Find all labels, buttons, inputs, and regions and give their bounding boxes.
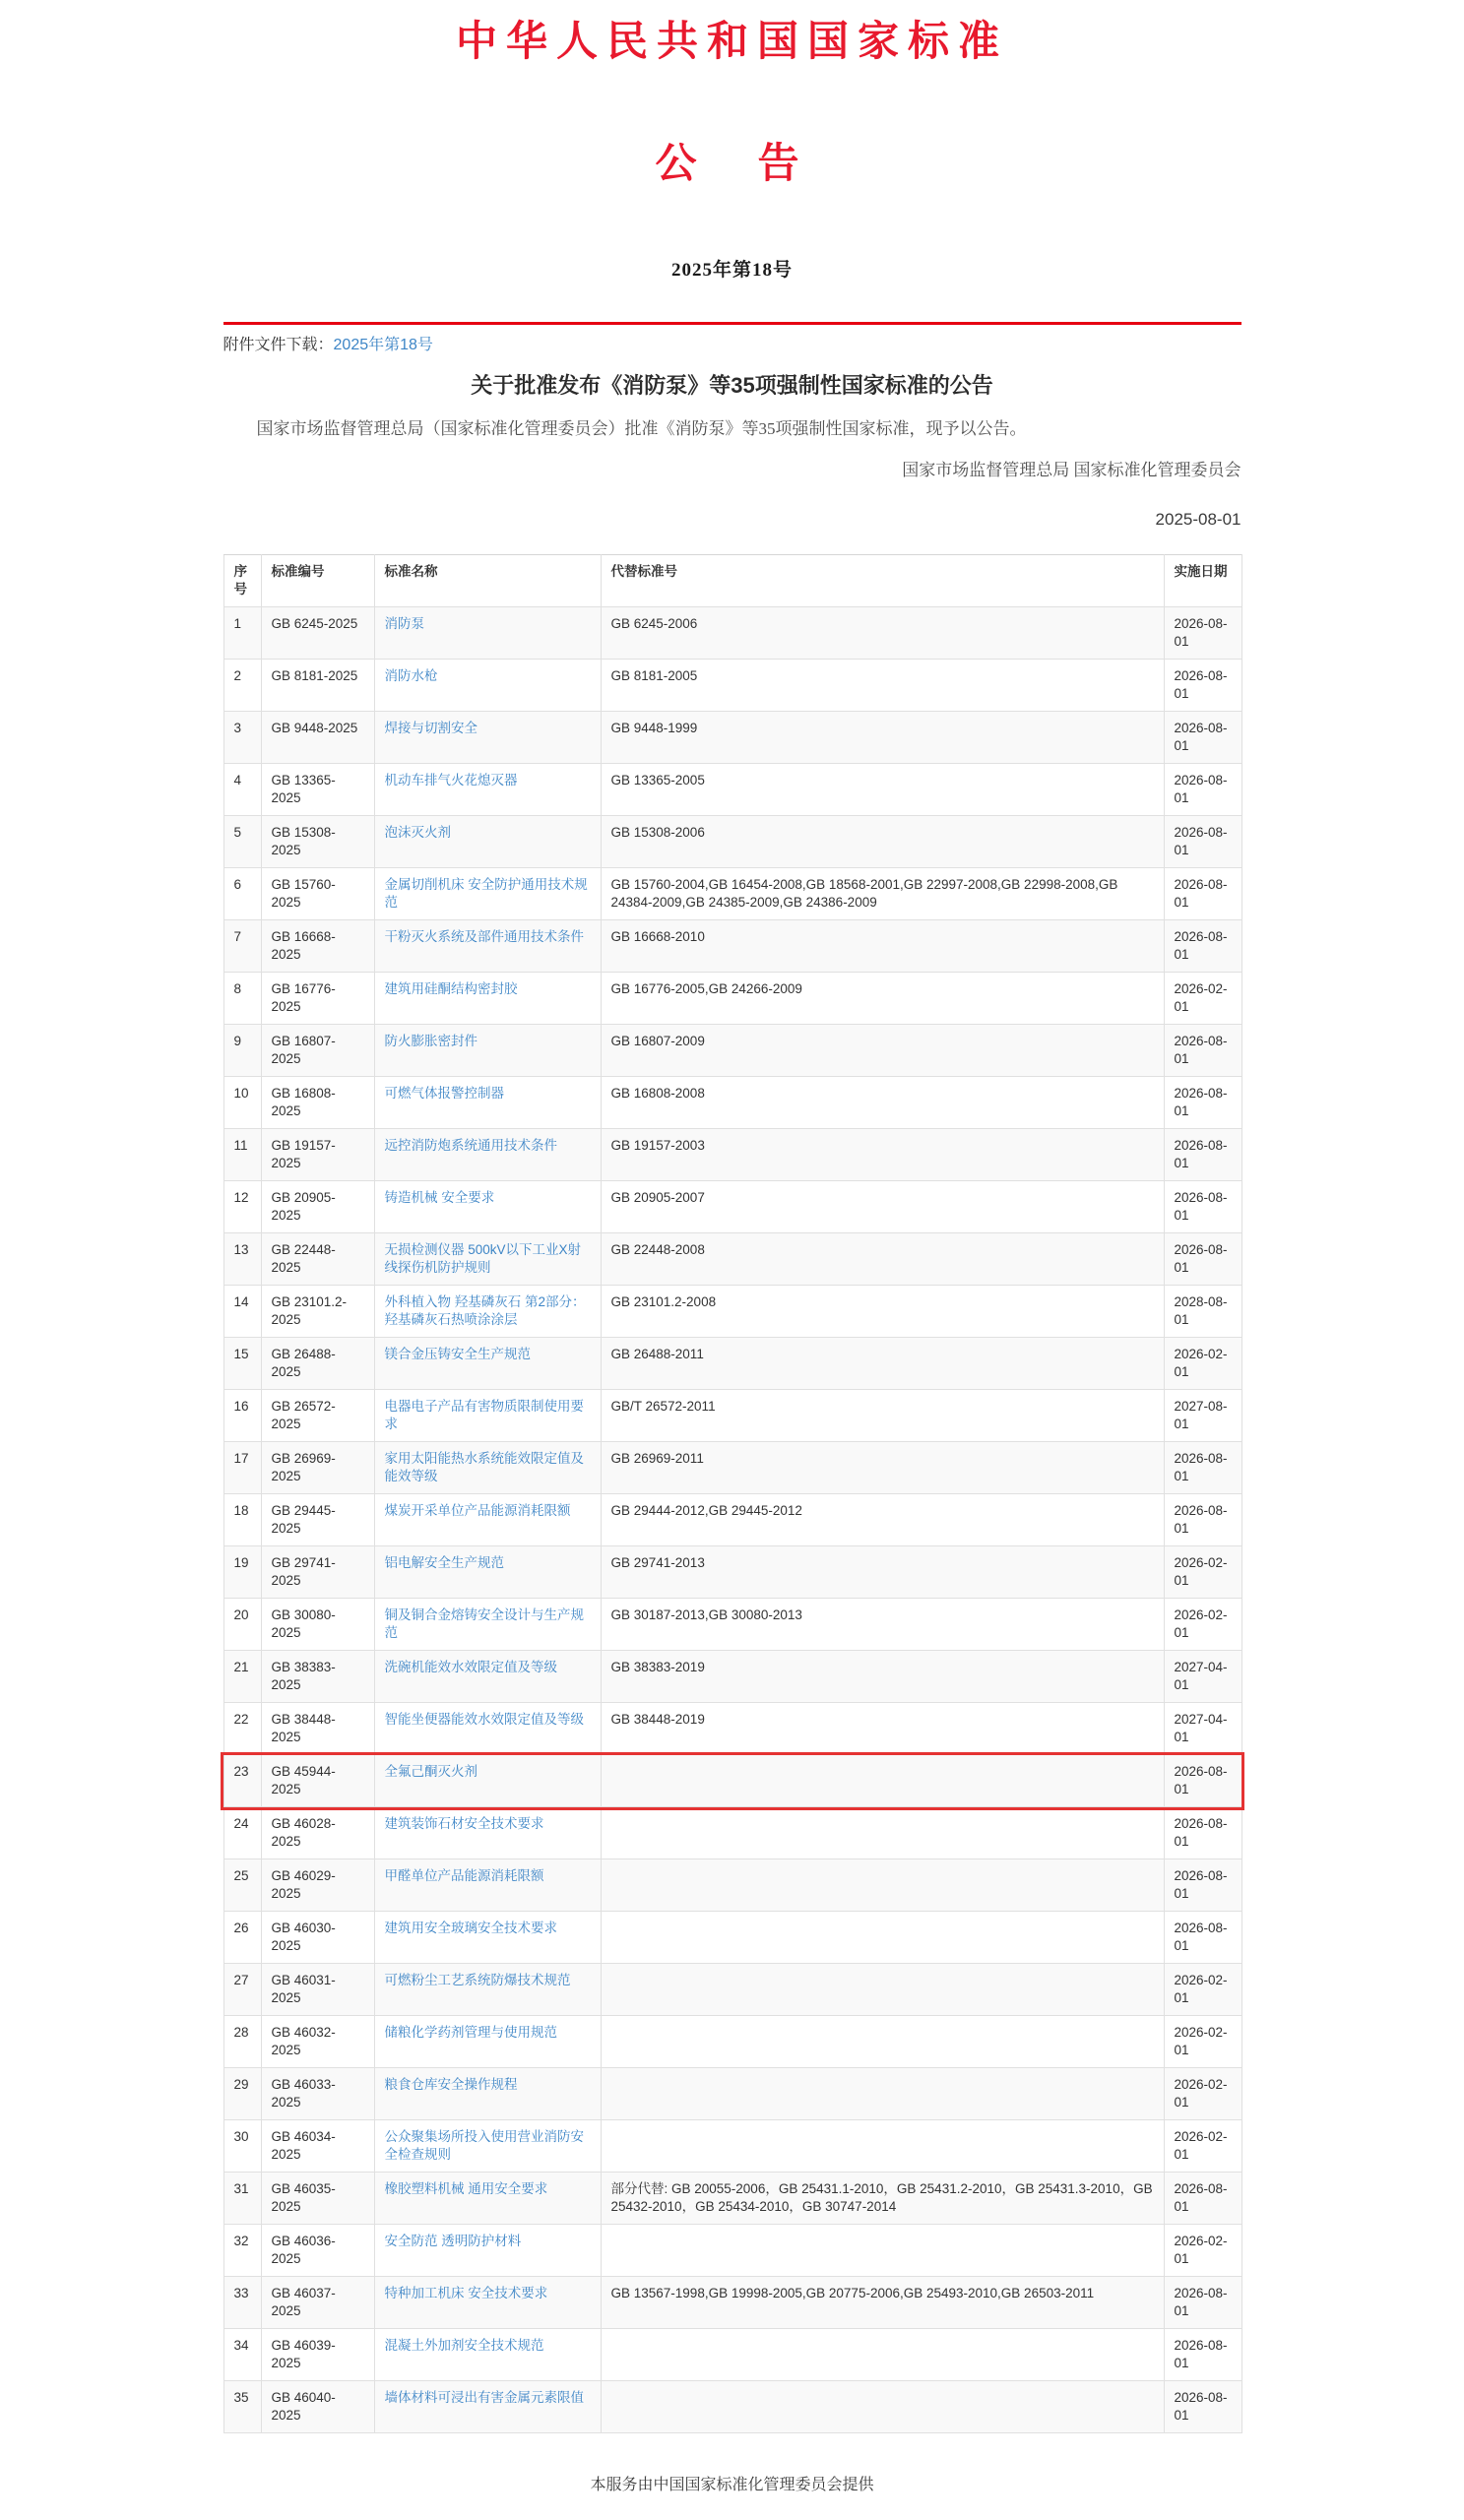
standard-name-link[interactable]: 安全防范 透明防护材料	[384, 2234, 522, 2248]
implementation-date-cell: 2026-08-01	[1164, 2329, 1241, 2381]
row-index-cell: 10	[223, 1077, 261, 1129]
standard-code-cell: GB 46032-2025	[261, 2016, 374, 2068]
standard-code-cell: GB 15760-2025	[261, 868, 374, 920]
table-row	[223, 1286, 1241, 1338]
row-index-cell: 22	[223, 1703, 261, 1755]
row-index-cell: 30	[223, 2120, 261, 2173]
standard-name-link[interactable]: 洗碗机能效水效限定值及等级	[384, 1660, 557, 1674]
standard-code-cell: GB 26572-2025	[261, 1390, 374, 1442]
standard-name-link[interactable]: 铸造机械 安全要求	[384, 1190, 495, 1205]
standard-code-cell: GB 46039-2025	[261, 2329, 374, 2381]
table-row	[223, 1546, 1241, 1599]
implementation-date-cell: 2026-02-01	[1164, 973, 1241, 1025]
header-replaced-standards: 代替标准号	[601, 555, 1164, 607]
replaced-standards-cell	[601, 2381, 1164, 2433]
standard-code-cell: GB 16668-2025	[261, 920, 374, 973]
standard-name-link[interactable]: 公众聚集场所投入使用营业消防安全检查规则	[384, 2129, 584, 2162]
standard-name-cell	[374, 1651, 601, 1703]
table-row	[223, 1338, 1241, 1390]
replaced-standards-cell	[601, 1807, 1164, 1859]
standard-name-link[interactable]: 建筑用硅酮结构密封胶	[384, 981, 518, 996]
standard-name-cell	[374, 2068, 601, 2120]
replaced-standards-cell: GB 29444-2012,GB 29445-2012	[601, 1494, 1164, 1546]
standard-name-cell	[374, 1338, 601, 1390]
footer-note: 本服务由中国国家标准化管理委员会提供	[590, 2477, 874, 2493]
row-index-cell: 29	[223, 2068, 261, 2120]
replaced-standards-cell	[601, 1912, 1164, 1964]
standard-name-link[interactable]: 防火膨胀密封件	[384, 1034, 477, 1048]
standard-name-cell	[374, 1807, 601, 1859]
standard-name-cell	[374, 1442, 601, 1494]
table-row	[223, 1599, 1241, 1651]
replaced-standards-cell: GB 26488-2011	[601, 1338, 1164, 1390]
replaced-standards-cell	[601, 2068, 1164, 2120]
implementation-date-cell: 2026-08-01	[1164, 868, 1241, 920]
row-index-cell: 34	[223, 2329, 261, 2381]
row-index-cell: 27	[223, 1964, 261, 2016]
table-header	[223, 555, 1241, 607]
row-index-cell: 14	[223, 1286, 261, 1338]
standard-name-cell	[374, 607, 601, 660]
standard-name-link[interactable]: 墙体材料可浸出有害金属元素限值	[384, 2390, 584, 2405]
replaced-standards-cell: GB 13365-2005	[601, 764, 1164, 816]
implementation-date-cell: 2026-02-01	[1164, 1546, 1241, 1599]
standard-code-cell: GB 46036-2025	[261, 2225, 374, 2277]
implementation-date-cell: 2026-08-01	[1164, 2277, 1241, 2329]
publish-date: 2025-08-01	[1155, 510, 1241, 529]
replaced-standards-cell: GB 16808-2008	[601, 1077, 1164, 1129]
standard-name-cell	[374, 1286, 601, 1338]
standard-name-link[interactable]: 镁合金压铸安全生产规范	[384, 1347, 531, 1361]
standard-name-cell	[374, 1129, 601, 1181]
replaced-standards-cell: GB 16668-2010	[601, 920, 1164, 973]
standard-name-cell	[374, 868, 601, 920]
replaced-standards-cell: GB/T 26572-2011	[601, 1390, 1164, 1442]
standard-name-link[interactable]: 远控消防炮系统通用技术条件	[384, 1138, 557, 1153]
row-index-cell: 16	[223, 1390, 261, 1442]
implementation-date-cell: 2026-08-01	[1164, 607, 1241, 660]
standard-name-cell	[374, 1703, 601, 1755]
standard-code-cell: GB 29741-2025	[261, 1546, 374, 1599]
standard-code-cell: GB 16776-2025	[261, 973, 374, 1025]
standard-code-cell: GB 38383-2025	[261, 1651, 374, 1703]
implementation-date-cell: 2026-08-01	[1164, 816, 1241, 868]
standard-name-link[interactable]: 建筑装饰石材安全技术要求	[384, 1816, 544, 1831]
implementation-date-cell: 2026-08-01	[1164, 660, 1241, 712]
implementation-date-cell: 2027-04-01	[1164, 1651, 1241, 1703]
standard-name-link[interactable]: 消防泵	[384, 616, 424, 631]
standard-name-cell	[374, 1390, 601, 1442]
implementation-date-cell: 2026-08-01	[1164, 1442, 1241, 1494]
standard-name-cell	[374, 1859, 601, 1912]
implementation-date-cell: 2026-08-01	[1164, 1129, 1241, 1181]
implementation-date-cell: 2026-02-01	[1164, 1599, 1241, 1651]
table-row	[223, 712, 1241, 764]
row-index-cell: 17	[223, 1442, 261, 1494]
implementation-date-cell: 2026-08-01	[1164, 1755, 1241, 1807]
replaced-standards-cell: GB 15308-2006	[601, 816, 1164, 868]
standard-code-cell: GB 15308-2025	[261, 816, 374, 868]
standard-name-link[interactable]: 特种加工机床 安全技术要求	[384, 2286, 548, 2300]
row-index-cell: 5	[223, 816, 261, 868]
replaced-standards-cell: GB 15760-2004,GB 16454-2008,GB 18568-2001,GB 22997-2008,GB 22998-2008,GB 24384-2009,GB 24385-2009,GB 24386-2009	[601, 868, 1164, 920]
replaced-standards-cell: GB 6245-2006	[601, 607, 1164, 660]
row-index-cell: 7	[223, 920, 261, 973]
replaced-standards-cell: GB 19157-2003	[601, 1129, 1164, 1181]
standard-name-cell	[374, 1233, 601, 1286]
standard-code-cell: GB 23101.2-2025	[261, 1286, 374, 1338]
standard-code-cell: GB 20905-2025	[261, 1181, 374, 1233]
replaced-standards-cell: GB 13567-1998,GB 19998-2005,GB 20775-2006,GB 25493-2010,GB 26503-2011	[601, 2277, 1164, 2329]
implementation-date-cell: 2026-02-01	[1164, 2016, 1241, 2068]
replaced-standards-cell: GB 22448-2008	[601, 1233, 1164, 1286]
table-row	[223, 973, 1241, 1025]
implementation-date-cell: 2026-02-01	[1164, 1338, 1241, 1390]
replaced-standards-cell	[601, 1859, 1164, 1912]
standard-name-link[interactable]: 干粉灭火系统及部件通用技术条件	[384, 929, 584, 944]
standard-code-cell: GB 26969-2025	[261, 1442, 374, 1494]
standards-table	[223, 554, 1242, 2433]
implementation-date-cell: 2026-08-01	[1164, 920, 1241, 973]
implementation-date-cell: 2027-08-01	[1164, 1390, 1241, 1442]
standard-name-cell	[374, 764, 601, 816]
implementation-date-cell: 2026-08-01	[1164, 712, 1241, 764]
replaced-standards-cell: GB 23101.2-2008	[601, 1286, 1164, 1338]
header-standard-code: 标准编号	[261, 555, 374, 607]
standard-name-cell	[374, 2225, 601, 2277]
table-row	[223, 2173, 1241, 2225]
standard-name-link[interactable]: 家用太阳能热水系统能效限定值及能效等级	[384, 1451, 584, 1483]
replaced-standards-cell	[601, 2225, 1164, 2277]
implementation-date-cell: 2026-02-01	[1164, 2120, 1241, 2173]
row-index-cell: 3	[223, 712, 261, 764]
standard-name-cell	[374, 712, 601, 764]
page-content	[223, 18, 1241, 2496]
standard-code-cell: GB 46034-2025	[261, 2120, 374, 2173]
standard-name-link[interactable]: 混凝土外加剂安全技术规范	[384, 2338, 544, 2353]
row-index-cell: 20	[223, 1599, 261, 1651]
standard-name-cell	[374, 2016, 601, 2068]
table-row	[223, 1025, 1241, 1077]
standard-code-cell: GB 6245-2025	[261, 607, 374, 660]
table-body	[223, 607, 1241, 2433]
implementation-date-cell: 2026-08-01	[1164, 2173, 1241, 2225]
table-row	[223, 1859, 1241, 1912]
row-index-cell: 13	[223, 1233, 261, 1286]
row-index-cell: 1	[223, 607, 261, 660]
standard-code-cell: GB 19157-2025	[261, 1129, 374, 1181]
body-paragraph: 国家市场监督管理总局（国家标准化管理委员会）批准《消防泵》等35项强制性国家标准，现予以公告。	[256, 419, 1027, 438]
implementation-date-cell: 2026-08-01	[1164, 1494, 1241, 1546]
row-index-cell: 23	[223, 1755, 261, 1807]
table-row	[223, 1233, 1241, 1286]
replaced-standards-cell	[601, 1964, 1164, 2016]
implementation-date-cell: 2028-08-01	[1164, 1286, 1241, 1338]
row-index-cell: 11	[223, 1129, 261, 1181]
replaced-standards-cell: GB 8181-2005	[601, 660, 1164, 712]
header-standard-name: 标准名称	[374, 555, 601, 607]
standard-name-link[interactable]: 消防水枪	[384, 668, 438, 683]
standard-name-cell	[374, 1077, 601, 1129]
standard-name-link[interactable]: 外科植入物 羟基磷灰石 第2部分：羟基磷灰石热喷涂涂层	[384, 1294, 586, 1327]
replaced-standards-cell	[601, 2016, 1164, 2068]
table-row	[223, 1755, 1241, 1807]
standard-name-link[interactable]: 全氟己酮灭火剂	[384, 1764, 477, 1779]
standard-name-link[interactable]: 金属切削机床 安全防护通用技术规范	[384, 877, 588, 910]
standard-name-link[interactable]: 储粮化学药剂管理与使用规范	[384, 2025, 557, 2040]
implementation-date-cell: 2026-08-01	[1164, 1912, 1241, 1964]
standard-name-link[interactable]: 可燃气体报警控制器	[384, 1086, 504, 1101]
replaced-standards-cell: 部分代替: GB 20055-2006，GB 25431.1-2010，GB 25431.2-2010，GB 25431.3-2010，GB 25432-2010，GB 25434-2010，GB 30747-2014	[601, 2173, 1164, 2225]
table-row	[223, 2068, 1241, 2120]
standard-name-link[interactable]: 煤炭开采单位产品能源消耗限额	[384, 1503, 571, 1518]
implementation-date-cell: 2026-02-01	[1164, 1964, 1241, 2016]
issuing-authority-signature: 国家市场监督管理总局 国家标准化管理委员会	[902, 461, 1241, 479]
table-row	[223, 2277, 1241, 2329]
implementation-date-cell: 2026-08-01	[1164, 1025, 1241, 1077]
implementation-date-cell: 2026-08-01	[1164, 1077, 1241, 1129]
header-implementation-date: 实施日期	[1164, 555, 1241, 607]
replaced-standards-cell	[601, 1755, 1164, 1807]
standard-code-cell: GB 22448-2025	[261, 1233, 374, 1286]
row-index-cell: 15	[223, 1338, 261, 1390]
row-index-cell: 9	[223, 1025, 261, 1077]
row-index-cell: 21	[223, 1651, 261, 1703]
replaced-standards-cell: GB 30187-2013,GB 30080-2013	[601, 1599, 1164, 1651]
standard-name-link[interactable]: 橡胶塑料机械 通用安全要求	[384, 2181, 548, 2196]
standard-code-cell: GB 38448-2025	[261, 1703, 374, 1755]
table-row	[223, 764, 1241, 816]
table-row	[223, 1077, 1241, 1129]
table-row	[223, 1442, 1241, 1494]
standard-name-cell	[374, 1912, 601, 1964]
table-row	[223, 1129, 1241, 1181]
row-index-cell: 25	[223, 1859, 261, 1912]
replaced-standards-cell: GB 38383-2019	[601, 1651, 1164, 1703]
row-index-cell: 33	[223, 2277, 261, 2329]
row-index-cell: 12	[223, 1181, 261, 1233]
standard-name-link[interactable]: 电器电子产品有害物质限制使用要求	[384, 1399, 584, 1431]
table-row	[223, 2381, 1241, 2433]
implementation-date-cell: 2027-04-01	[1164, 1703, 1241, 1755]
standard-name-cell	[374, 1181, 601, 1233]
standard-code-cell: GB 45944-2025	[261, 1755, 374, 1807]
replaced-standards-cell: GB 9448-1999	[601, 712, 1164, 764]
standard-name-link[interactable]: 铜及铜合金熔铸安全设计与生产规范	[384, 1607, 584, 1640]
table-row	[223, 1494, 1241, 1546]
standard-code-cell: GB 26488-2025	[261, 1338, 374, 1390]
table-row	[223, 1703, 1241, 1755]
row-index-cell: 19	[223, 1546, 261, 1599]
standard-name-cell	[374, 973, 601, 1025]
standard-name-cell	[374, 1025, 601, 1077]
attachment-link[interactable]: 2025年第18号	[333, 337, 433, 353]
implementation-date-cell: 2026-08-01	[1164, 764, 1241, 816]
table-row	[223, 868, 1241, 920]
standard-name-cell	[374, 1546, 601, 1599]
standard-code-cell: GB 30080-2025	[261, 1599, 374, 1651]
table-row	[223, 1807, 1241, 1859]
standard-code-cell: GB 46029-2025	[261, 1859, 374, 1912]
standard-name-cell	[374, 2120, 601, 2173]
attachment-label: 附件文件下载：	[223, 337, 334, 353]
standard-name-link[interactable]: 粮食仓库安全操作规程	[384, 2077, 518, 2092]
standard-name-cell	[374, 2381, 601, 2433]
replaced-standards-cell: GB 29741-2013	[601, 1546, 1164, 1599]
standard-name-link[interactable]: 机动车排气火花熄灭器	[384, 773, 518, 788]
row-index-cell: 18	[223, 1494, 261, 1546]
implementation-date-cell: 2026-02-01	[1164, 2225, 1241, 2277]
standard-name-link[interactable]: 智能坐便器能效水效限定值及等级	[384, 1712, 584, 1727]
document-title: 关于批准发布《消防泵》等35项强制性国家标准的公告	[471, 373, 993, 398]
row-index-cell: 32	[223, 2225, 261, 2277]
row-index-cell: 6	[223, 868, 261, 920]
standard-code-cell: GB 46030-2025	[261, 1912, 374, 1964]
table-row	[223, 1912, 1241, 1964]
row-index-cell: 2	[223, 660, 261, 712]
implementation-date-cell: 2026-08-01	[1164, 2381, 1241, 2433]
table-row	[223, 607, 1241, 660]
replaced-standards-cell: GB 16807-2009	[601, 1025, 1164, 1077]
row-index-cell: 35	[223, 2381, 261, 2433]
replaced-standards-cell	[601, 2329, 1164, 2381]
row-index-cell: 24	[223, 1807, 261, 1859]
replaced-standards-cell	[601, 2120, 1164, 2173]
standard-name-cell	[374, 2173, 601, 2225]
table-row	[223, 1390, 1241, 1442]
table-row	[223, 660, 1241, 712]
standard-code-cell: GB 46033-2025	[261, 2068, 374, 2120]
standard-name-cell	[374, 1755, 601, 1807]
standard-name-cell	[374, 1964, 601, 2016]
table-row	[223, 1181, 1241, 1233]
header-row-index: 序号	[223, 555, 261, 607]
announcement-word: 公 告	[655, 142, 809, 187]
standard-name-link[interactable]: 泡沫灭火剂	[384, 825, 451, 840]
implementation-date-cell: 2026-02-01	[1164, 2068, 1241, 2120]
standard-code-cell: GB 16807-2025	[261, 1025, 374, 1077]
row-index-cell: 8	[223, 973, 261, 1025]
standard-name-cell	[374, 660, 601, 712]
standard-name-cell	[374, 2329, 601, 2381]
replaced-standards-cell: GB 20905-2007	[601, 1181, 1164, 1233]
row-index-cell: 26	[223, 1912, 261, 1964]
issue-number: 2025年第18号	[670, 260, 793, 281]
standard-name-cell	[374, 1599, 601, 1651]
standard-code-cell: GB 8181-2025	[261, 660, 374, 712]
standard-code-cell: GB 46040-2025	[261, 2381, 374, 2433]
standard-code-cell: GB 46035-2025	[261, 2173, 374, 2225]
implementation-date-cell: 2026-08-01	[1164, 1181, 1241, 1233]
standard-name-link[interactable]: 无损检测仪器 500kV以下工业X射线探伤机防护规则	[384, 1242, 582, 1275]
table-row	[223, 2120, 1241, 2173]
row-index-cell: 31	[223, 2173, 261, 2225]
implementation-date-cell: 2026-08-01	[1164, 1859, 1241, 1912]
table-row	[223, 920, 1241, 973]
standard-name-link[interactable]: 建筑用安全玻璃安全技术要求	[384, 1921, 557, 1935]
implementation-date-cell: 2026-08-01	[1164, 1233, 1241, 1286]
table-row	[223, 1964, 1241, 2016]
replaced-standards-cell: GB 38448-2019	[601, 1703, 1164, 1755]
standard-name-cell	[374, 816, 601, 868]
main-title: 中华人民共和国国家标准	[455, 20, 1008, 65]
row-index-cell: 4	[223, 764, 261, 816]
standard-name-link[interactable]: 铝电解安全生产规范	[384, 1555, 504, 1570]
standard-code-cell: GB 29445-2025	[261, 1494, 374, 1546]
row-index-cell: 28	[223, 2016, 261, 2068]
standard-name-link[interactable]: 甲醛单位产品能源消耗限额	[384, 1868, 544, 1883]
standard-name-cell	[374, 1494, 601, 1546]
attachment-download-line	[223, 325, 1241, 357]
standard-code-cell: GB 16808-2025	[261, 1077, 374, 1129]
standard-code-cell: GB 46028-2025	[261, 1807, 374, 1859]
standard-name-link[interactable]: 焊接与切割安全	[384, 721, 477, 735]
replaced-standards-cell: GB 26969-2011	[601, 1442, 1164, 1494]
table-row	[223, 2225, 1241, 2277]
standard-code-cell: GB 9448-2025	[261, 712, 374, 764]
standard-code-cell: GB 13365-2025	[261, 764, 374, 816]
replaced-standards-cell: GB 16776-2005,GB 24266-2009	[601, 973, 1164, 1025]
implementation-date-cell: 2026-08-01	[1164, 1807, 1241, 1859]
table-row	[223, 1651, 1241, 1703]
standard-name-cell	[374, 920, 601, 973]
standard-name-cell	[374, 2277, 601, 2329]
standard-code-cell: GB 46037-2025	[261, 2277, 374, 2329]
standard-code-cell: GB 46031-2025	[261, 1964, 374, 2016]
table-row	[223, 2016, 1241, 2068]
standard-name-link[interactable]: 可燃粉尘工艺系统防爆技术规范	[384, 1973, 571, 1987]
table-row	[223, 2329, 1241, 2381]
table-row	[223, 816, 1241, 868]
